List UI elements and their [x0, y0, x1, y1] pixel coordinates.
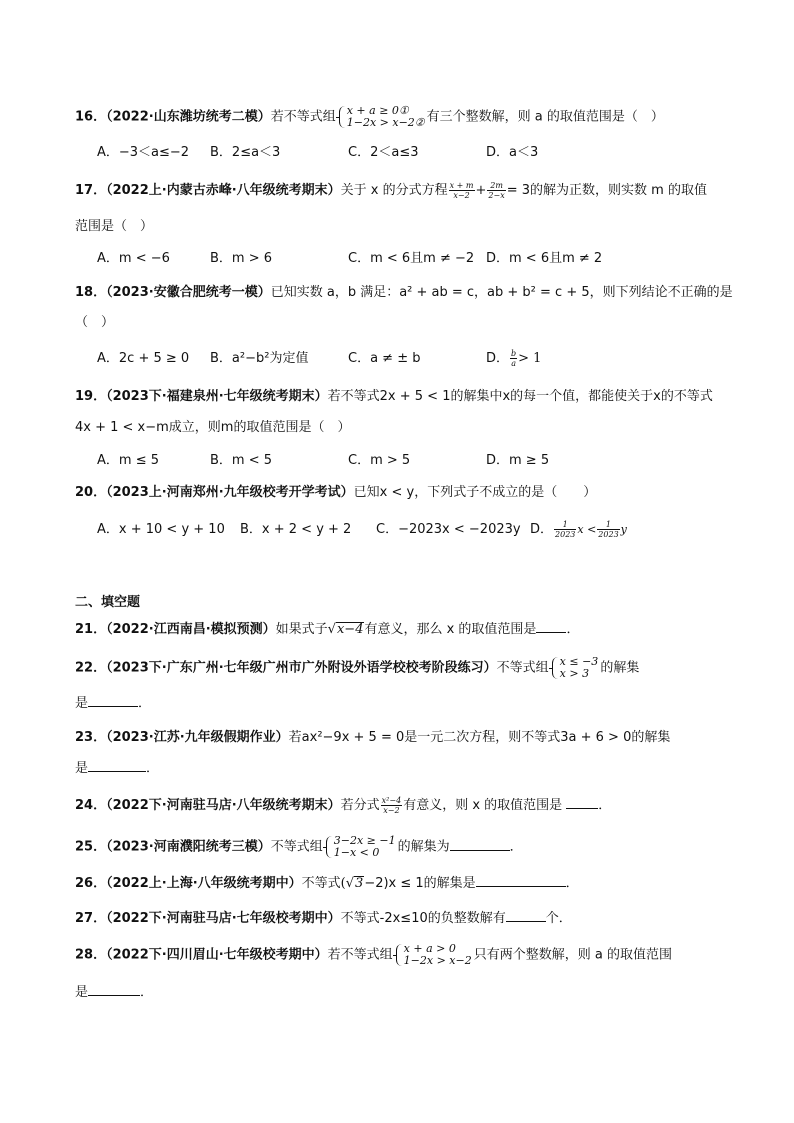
- question-number: 17．: [75, 183, 107, 198]
- numerator: 2m: [487, 181, 505, 191]
- question-text: 若不等式2x + 5 < 1的解集中x的每一个值，都能使关于x的不等式: [327, 389, 713, 404]
- option-d: [530, 520, 627, 540]
- numerator: 1: [554, 520, 576, 530]
- question-source: （2023下·广东广州·七年级广州市广外附设外语学校校考阶段练习）: [106, 660, 497, 676]
- question-text: 的解集: [600, 660, 640, 676]
- option-a: A．m < −6: [97, 251, 170, 266]
- answer-blank[interactable]: [566, 796, 598, 809]
- question-number: 18．: [75, 285, 107, 300]
- question-text: 有意义，那么 x 的取值范围是: [364, 622, 537, 637]
- inequality-system: [338, 105, 425, 129]
- option-d: D．m ≥ 5: [486, 453, 550, 468]
- system-line-1: x ≤ −3: [559, 655, 599, 668]
- question-source: （2023·河南濮阳统考三模）: [106, 839, 271, 855]
- option-b: B．2≤a＜3: [210, 145, 281, 160]
- denominator: x−2: [453, 191, 470, 200]
- question-28-line2: [75, 983, 153, 1003]
- answer-blank[interactable]: [88, 694, 138, 707]
- question-27: [75, 909, 572, 929]
- option-c: C．−2023x < −2023y: [376, 522, 521, 537]
- question-number: 28．: [75, 947, 107, 963]
- question-22: [75, 656, 639, 680]
- question-text: 不等式组: [270, 839, 323, 855]
- question-number: 20．: [75, 485, 107, 500]
- question-number: 25．: [75, 839, 107, 855]
- question-source: （2022下·四川眉山·七年级校考期中）: [106, 947, 328, 963]
- system-line-2: x > 3: [559, 667, 590, 680]
- question-text: 若不等式组: [270, 109, 336, 125]
- question-text: 关于 x 的分式方程: [340, 183, 448, 198]
- answer-blank[interactable]: [88, 759, 146, 772]
- question-number: 19．: [75, 389, 107, 404]
- question-text: 是: [75, 696, 89, 711]
- sqrt-radicand: 3: [355, 876, 364, 891]
- denominator: x−2: [383, 806, 400, 815]
- option-d: [486, 349, 541, 369]
- question-text: 只有两个整数解，则 a 的取值范围: [473, 947, 672, 963]
- question-source: （2022上·内蒙古赤峰·八年级统考期末）: [106, 183, 341, 198]
- answer-blank[interactable]: [476, 874, 566, 887]
- denominator: a: [511, 359, 516, 368]
- option-c: C．a ≠ ± b: [348, 351, 421, 366]
- option-a: A．2c + 5 ≥ 0: [97, 351, 190, 366]
- system-line-2: 1−2x > x−2②: [346, 116, 425, 129]
- numerator: 1: [597, 520, 619, 530]
- answer-blank[interactable]: [88, 983, 140, 996]
- question-text: 不等式-2x≤10的负整数解有: [340, 911, 506, 926]
- question-source: （2022·江西南昌·模拟预测）: [106, 622, 276, 637]
- question-source: （2022下·河南驻马店·七年级校考期中）: [106, 911, 341, 926]
- question-text: 的解集为: [397, 839, 450, 855]
- option-a: A．m ≤ 5: [97, 453, 159, 468]
- question-text: −2)x ≤ 1的解集是: [364, 876, 476, 891]
- option-c: C．m < 6且m ≠ −2: [348, 251, 475, 266]
- question-end: 个．: [545, 911, 572, 926]
- question-text: 是: [75, 761, 89, 776]
- inequality-system: [551, 656, 599, 680]
- question-23-line2: [75, 759, 159, 779]
- fraction: [381, 796, 403, 815]
- question-23: [75, 728, 670, 748]
- question-end: ．: [140, 985, 154, 1000]
- question-source: （2023下·福建泉州·七年级统考期末）: [106, 389, 328, 404]
- question-19: [75, 387, 713, 407]
- question-17-line2: 范围是（ ）: [75, 219, 154, 234]
- question-text: 不等式(: [301, 876, 346, 891]
- option-a: A．−3＜a≤−2: [97, 145, 190, 160]
- question-text: 已知实数 a，b 满足：a² + ab = c，ab + b² = c + 5，则下列结论不正确的是: [270, 285, 733, 300]
- sqrt-radicand: x−4: [336, 622, 364, 637]
- option-b: B．m > 6: [210, 251, 273, 266]
- question-source: （2023·江苏·九年级假期作业）: [106, 730, 289, 745]
- question-number: 27．: [75, 911, 107, 926]
- question-end: ．: [509, 839, 523, 855]
- option-a: A．x + 10 < y + 10: [97, 522, 225, 537]
- question-24: [75, 796, 611, 816]
- question-text: 若ax²−9x + 5 = 0是一元二次方程，则不等式3a + 6 > 0的解集: [288, 730, 671, 745]
- question-number: 21．: [75, 622, 107, 637]
- answer-blank[interactable]: [450, 838, 510, 851]
- question-26: 26．（2022上·上海·八年级统考期中）不等式(√3−2)x ≤ 1的解集是 ．: [75, 876, 579, 891]
- question-end: ．: [146, 761, 160, 776]
- option-b: B．a²−b²为定值: [210, 351, 309, 366]
- fraction-2: [487, 181, 505, 200]
- system-line-1: x + a ≥ 0①: [346, 104, 409, 117]
- question-number: 26．: [75, 876, 107, 891]
- question-18: [75, 283, 733, 303]
- question-22-line2: [75, 694, 151, 714]
- question-text: 已知x < y，下列式子不成立的是（ ）: [353, 485, 597, 500]
- question-text: 若分式: [340, 798, 380, 813]
- system-line-2: 1−x < 0: [333, 846, 380, 859]
- question-20: [75, 483, 596, 503]
- option-text: x <: [577, 523, 597, 536]
- question-source: （2022·山东潍坊统考二模）: [106, 109, 271, 125]
- fraction-2: [597, 520, 619, 539]
- question-end: ．: [138, 696, 152, 711]
- question-28: [75, 943, 672, 967]
- numerator: x²−4: [381, 796, 402, 805]
- fraction-1: [554, 520, 576, 539]
- question-21: 21．（2022·江西南昌·模拟预测）如果式子√x−4有意义，那么 x 的取值范围是 ．: [75, 622, 580, 637]
- plus-sign: +: [475, 183, 487, 198]
- question-text: 是: [75, 985, 89, 1000]
- option-c: C．2＜a≤3: [348, 145, 419, 160]
- numerator: x + m: [449, 181, 474, 190]
- question-text: 若不等式组: [327, 947, 393, 963]
- inequality-system: [395, 943, 472, 967]
- option-c: C．m > 5: [348, 453, 411, 468]
- option-text: y: [620, 523, 627, 536]
- question-text: 有三个整数解，则 a 的取值范围是（ ）: [426, 109, 664, 125]
- question-number: 24．: [75, 798, 107, 813]
- denominator: 2023: [555, 530, 576, 539]
- option-b: B．m < 5: [210, 453, 273, 468]
- question-source: （2023上·河南郑州·九年级校考开学考试）: [106, 485, 354, 500]
- question-number: 22．: [75, 660, 107, 676]
- denominator: 2023: [598, 530, 619, 539]
- question-text: 有意义，则 x 的取值范围是: [403, 798, 563, 813]
- option-label: D．: [486, 351, 510, 366]
- question-number: 16．: [75, 109, 107, 125]
- question-16: [75, 105, 664, 129]
- question-source: （2022上·上海·八年级统考期中）: [106, 876, 302, 891]
- system-line-1: x + a > 0: [403, 942, 456, 955]
- question-text: = 3的解为正数，则实数 m 的取值: [506, 183, 707, 198]
- question-source: （2023·安徽合肥统考一模）: [106, 285, 271, 300]
- question-text: 如果式子: [275, 622, 328, 637]
- system-line-2: 1−2x > x−2: [403, 954, 472, 967]
- fraction-1: [449, 181, 475, 200]
- question-number: 23．: [75, 730, 107, 745]
- question-end: ．: [566, 622, 580, 637]
- inequality-system: [325, 835, 396, 859]
- question-25: [75, 835, 523, 859]
- fraction: [510, 349, 517, 368]
- question-18-line2: （ ）: [75, 315, 115, 330]
- question-end: ．: [565, 876, 579, 891]
- denominator: 2−x: [488, 191, 505, 200]
- system-line-1: 3−2x ≥ −1: [333, 834, 396, 847]
- question-17: [75, 181, 707, 201]
- question-end: ．: [598, 798, 612, 813]
- option-text: > 1: [518, 351, 542, 366]
- answer-blank[interactable]: [536, 620, 566, 633]
- option-label: D．: [530, 522, 554, 537]
- option-b: B．x + 2 < y + 2: [240, 522, 352, 537]
- question-19-line2: 4x + 1 < x−m成立，则m的取值范围是（ ）: [75, 420, 351, 435]
- option-d: D．m < 6且m ≠ 2: [486, 251, 603, 266]
- option-d: D．a＜3: [486, 145, 539, 160]
- section-title: 二、填空题: [75, 595, 141, 610]
- question-text: 不等式组: [496, 660, 549, 676]
- question-source: （2022下·河南驻马店·八年级统考期末）: [106, 798, 341, 813]
- answer-blank[interactable]: [506, 909, 546, 922]
- numerator: b: [511, 349, 517, 358]
